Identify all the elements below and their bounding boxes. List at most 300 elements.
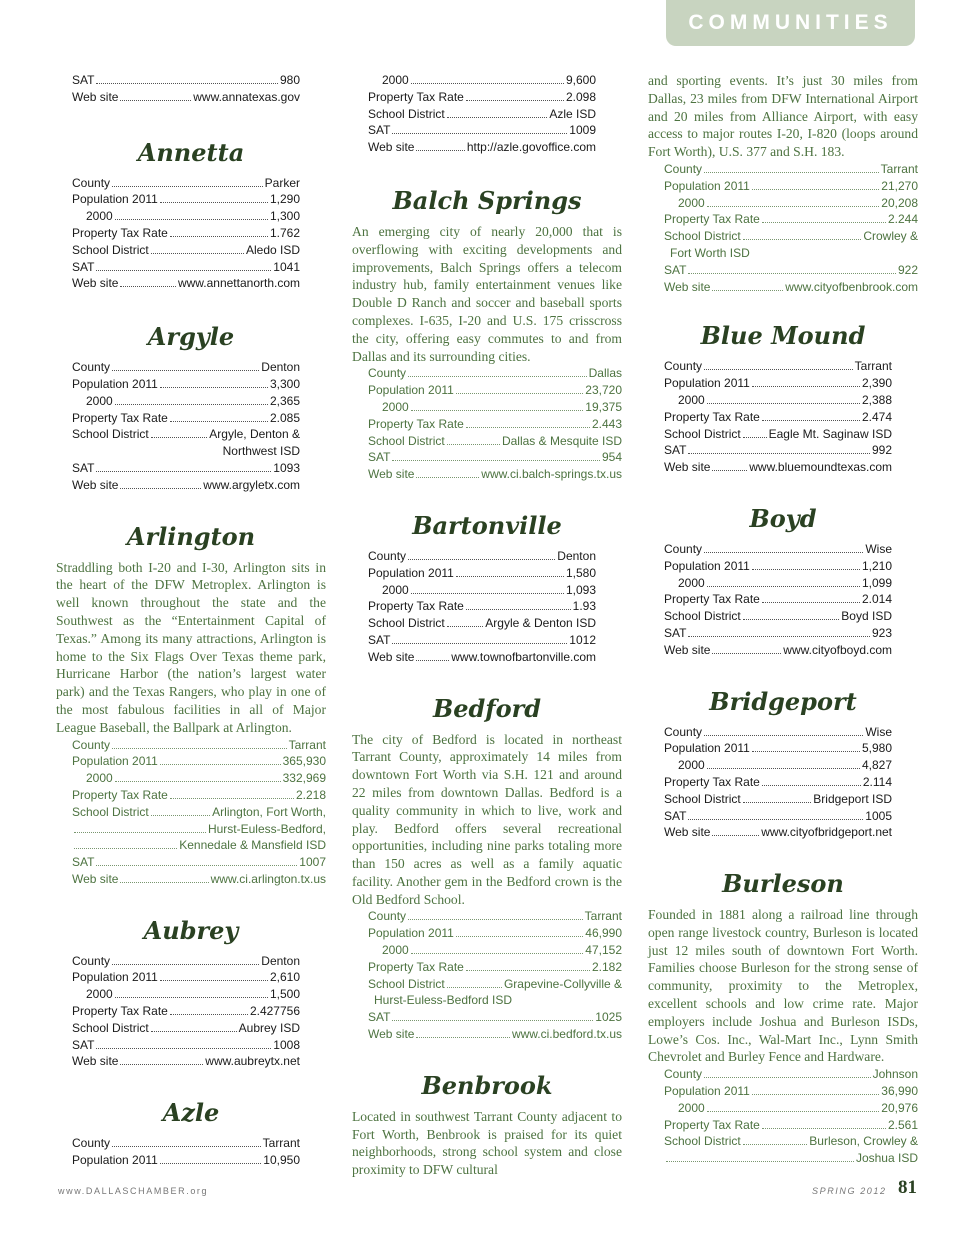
dot-leader <box>688 819 863 820</box>
stat-row <box>368 582 596 599</box>
stat-value: 2.218 <box>295 787 326 802</box>
dot-leader <box>712 835 759 836</box>
stats-list <box>72 72 300 106</box>
stat-row <box>664 591 892 608</box>
stat-label: 2000 <box>86 771 113 786</box>
stat-continuation: Hurst-Euless-Bedford ISD <box>374 993 513 1008</box>
stat-value: Wise <box>865 541 892 556</box>
stat-value: 1,290 <box>269 192 300 207</box>
dot-leader <box>170 421 268 422</box>
stat-row <box>368 942 622 959</box>
dot-leader <box>160 1163 261 1164</box>
stat-label: School District <box>368 976 445 991</box>
stat-value: 2,365 <box>269 393 300 408</box>
stat-value: www.townofbartonville.com <box>451 649 596 664</box>
stat-label: School District <box>72 242 149 257</box>
stat-row <box>72 1135 300 1152</box>
stat-row <box>72 259 300 276</box>
stat-row <box>72 477 300 494</box>
dot-leader <box>752 386 860 387</box>
stat-label: Web site <box>72 1054 119 1069</box>
stat-value: 2.443 <box>591 416 622 431</box>
stat-row <box>664 178 918 195</box>
stat-row <box>664 228 918 245</box>
stat-row <box>72 191 300 208</box>
stat-label: 2000 <box>382 399 409 414</box>
stat-row <box>664 161 918 178</box>
stat-row <box>72 175 300 192</box>
stat-value: Johnson <box>872 1067 918 1082</box>
dot-leader <box>392 133 567 134</box>
stat-value: Arlington, Fort Worth, <box>212 804 326 819</box>
dot-leader <box>160 387 268 388</box>
dot-leader <box>704 1077 871 1078</box>
city-heading: Argyle <box>147 322 235 352</box>
stat-row <box>368 565 596 582</box>
stat-label: SAT <box>72 259 95 274</box>
stat-row <box>72 208 300 225</box>
stat-row <box>664 724 892 741</box>
stat-value: Azle ISD <box>549 106 596 121</box>
stat-row <box>72 359 300 376</box>
stat-label: County <box>664 359 703 374</box>
stat-value: 954 <box>601 450 622 465</box>
stat-value: 2.182 <box>591 959 622 974</box>
stat-row <box>664 426 892 443</box>
city-entry <box>352 694 622 1043</box>
dot-leader <box>704 552 863 553</box>
stat-value: 1,300 <box>269 209 300 224</box>
stat-label: 2000 <box>86 987 113 1002</box>
stats-list <box>368 72 596 156</box>
stat-value: 2,388 <box>861 392 892 407</box>
stat-label: Population 2011 <box>664 741 750 756</box>
stat-label: SAT <box>368 632 391 647</box>
stat-label: Population 2011 <box>664 558 750 573</box>
stat-value: 1,093 <box>565 582 596 597</box>
stat-value: 1008 <box>273 1037 300 1052</box>
stat-value: Dallas <box>588 366 622 381</box>
stat-label: Property Tax Rate <box>664 592 760 607</box>
stat-row <box>72 753 326 770</box>
dot-leader <box>456 936 583 937</box>
stat-value: 2,610 <box>269 970 300 985</box>
stat-label: County <box>368 548 407 563</box>
stats-list <box>72 737 326 888</box>
stat-row <box>664 211 918 228</box>
stat-row <box>368 72 596 89</box>
dot-leader <box>688 273 896 274</box>
dot-leader <box>96 471 271 472</box>
stat-continuation: Northwest ISD <box>222 444 300 459</box>
footer-website: www.DALLASCHAMBER.org <box>58 1186 209 1196</box>
stats-list <box>72 359 300 493</box>
stat-row <box>368 449 622 466</box>
dot-leader <box>74 848 177 849</box>
stats-list <box>368 365 622 483</box>
stat-label: 2000 <box>86 209 113 224</box>
stat-label: County <box>664 1067 703 1082</box>
stat-value: Aledo ISD <box>245 242 300 257</box>
dot-leader <box>466 100 564 101</box>
dot-leader <box>707 1111 880 1112</box>
stat-label: 2000 <box>678 1100 705 1115</box>
stat-row <box>368 106 596 123</box>
city-heading: Blue Mound <box>700 321 866 351</box>
stat-label: School District <box>368 616 445 631</box>
stat-label: Property Tax Rate <box>72 410 168 425</box>
stats-list <box>72 953 300 1071</box>
dot-leader <box>416 1037 509 1038</box>
dot-leader <box>704 172 879 173</box>
stat-value: Kennedale & Mansfield ISD <box>179 838 326 853</box>
stat-value: 1,500 <box>269 987 300 1002</box>
stat-row <box>664 1083 918 1100</box>
dot-leader <box>743 619 840 620</box>
city-description: Straddling both I-20 and I-30, Arlington sits in the heart of the DFW Metroplex. Arlington is well known throughout the state and the Southwest as the “Entertainment Capital of Texas.” Among its many attractions, Arlington is home to the Six Flags Over Texas theme park, Hurricane Harbor (the nation’s largest water park) and the Texas Rangers, who play in one of the most fabulous facilities in all of Major League Baseball, the Ballpark at Arlington. <box>56 559 326 735</box>
dot-leader <box>112 370 259 371</box>
stat-label: Population 2011 <box>72 192 158 207</box>
stat-value: Tarrant <box>262 1136 300 1151</box>
stat-row <box>664 625 892 642</box>
stat-value: Tarrant <box>854 359 892 374</box>
stat-value: 365,930 <box>282 754 326 769</box>
dot-leader <box>762 602 860 603</box>
stat-value: Joshua ISD <box>855 1151 918 1166</box>
stat-row <box>72 393 300 410</box>
stat-value: www.ci.bedford.tx.us <box>511 1027 622 1042</box>
dot-leader <box>466 970 590 971</box>
stat-row <box>664 442 892 459</box>
city-description: Founded in 1881 along a railroad line through open range livestock country, Burleson is located just 12 miles south of downtown Fort Worth. Families choose Burleson for the strong sense of community, proximity to the Metroplex, excellent schools and low crime rate. Major employers include Joshua and Burleson ISDs, Lowe’s Cos. Inc., Wal-Mart Inc., Lynn Smith Chevrolet and Burley Fence and Hardware. <box>648 907 918 1065</box>
dot-leader <box>447 117 548 118</box>
stat-value: www.aubreytx.net <box>205 1054 300 1069</box>
dot-leader <box>408 559 555 560</box>
stat-value: Boyd ISD <box>841 609 892 624</box>
stat-value: Parker <box>264 175 300 190</box>
city-entry <box>56 72 326 106</box>
stat-value: www.ci.balch-springs.tx.us <box>481 467 622 482</box>
dot-leader <box>762 420 860 421</box>
column-3 <box>648 72 918 1167</box>
stat-value: 1005 <box>865 808 892 823</box>
stat-label: Web site <box>664 825 711 840</box>
stat-value: 20,208 <box>881 195 918 210</box>
stat-row <box>368 959 622 976</box>
stat-value: Crowley & <box>863 229 918 244</box>
stat-label: SAT <box>664 443 687 458</box>
stat-label: Web site <box>664 460 711 475</box>
stat-row <box>368 649 596 666</box>
stat-value: Bridgeport ISD <box>813 791 892 806</box>
city-description: Located in southwest Tarrant County adjacent to Fort Worth, Benbrook is praised for its quiet neighborhoods, strong school system and close proximity to DFW cultural <box>352 1108 622 1178</box>
stats-list <box>368 908 622 1042</box>
city-heading: Azle <box>162 1098 220 1128</box>
stat-row <box>664 358 892 375</box>
stat-label: School District <box>72 804 149 819</box>
dot-leader <box>666 1161 854 1162</box>
city-heading: Annetta <box>137 137 245 167</box>
stat-row <box>72 89 300 106</box>
dot-leader <box>112 964 259 965</box>
dot-leader <box>752 569 860 570</box>
stat-row <box>72 410 300 427</box>
stat-label: SAT <box>72 460 95 475</box>
stat-label: 2000 <box>382 73 409 87</box>
stat-row <box>368 416 622 433</box>
stat-label: School District <box>664 1134 741 1149</box>
city-heading: Boyd <box>749 503 817 533</box>
dot-leader <box>115 404 268 405</box>
stat-row <box>72 376 300 393</box>
stat-value: 2.474 <box>861 409 892 424</box>
column-2 <box>352 72 622 1179</box>
stat-label: Population 2011 <box>664 376 750 391</box>
stat-value: 1012 <box>569 632 596 647</box>
dot-leader <box>170 1014 248 1015</box>
stat-label: SAT <box>664 262 687 277</box>
stat-label: 2000 <box>678 575 705 590</box>
city-heading: Aubrey <box>143 915 239 945</box>
stats-list <box>368 548 596 666</box>
stat-row <box>368 632 596 649</box>
stat-value: Eagle Mt. Saginaw ISD <box>768 426 892 441</box>
stat-row <box>72 871 326 888</box>
stat-row <box>368 89 596 106</box>
stat-row <box>664 375 892 392</box>
stats-list <box>72 175 300 293</box>
stat-row <box>664 575 892 592</box>
dot-leader <box>160 980 268 981</box>
stat-label: School District <box>368 106 445 121</box>
stat-value: www.annatexas.gov <box>193 89 300 104</box>
stat-row <box>72 1152 300 1169</box>
stat-row <box>72 737 326 754</box>
dot-leader <box>743 437 767 438</box>
dot-leader <box>112 186 263 187</box>
dot-leader <box>707 206 880 207</box>
stat-value: Wise <box>865 724 892 739</box>
dot-leader <box>112 748 287 749</box>
stat-row <box>72 1003 300 1020</box>
stat-label: Population 2011 <box>72 754 158 769</box>
stat-label: Web site <box>368 467 415 482</box>
dot-leader <box>392 643 567 644</box>
stat-label: Web site <box>664 279 711 294</box>
stat-value: Denton <box>557 548 596 563</box>
stat-label: SAT <box>368 450 391 465</box>
stats-list <box>664 724 892 842</box>
dot-leader <box>688 636 870 637</box>
stat-row <box>72 460 300 477</box>
city-entry <box>56 1098 326 1169</box>
stat-value: 47,152 <box>585 943 622 958</box>
dot-leader <box>456 393 583 394</box>
dot-leader <box>752 751 860 752</box>
dot-leader <box>96 865 297 866</box>
dot-leader <box>120 488 201 489</box>
stat-row <box>368 466 622 483</box>
page-number: 81 <box>898 1177 917 1198</box>
stat-value: Tarrant <box>880 161 918 176</box>
stat-label: Web site <box>72 871 119 886</box>
dot-leader <box>411 593 564 594</box>
stat-label: Population 2011 <box>664 1084 750 1099</box>
stat-value: www.ci.arlington.tx.us <box>210 871 326 886</box>
stat-row <box>664 808 892 825</box>
stat-value: 1.93 <box>572 599 596 614</box>
stat-label: County <box>72 360 111 375</box>
city-heading: Balch Springs <box>392 185 582 215</box>
city-entry <box>648 321 918 476</box>
stats-list <box>664 1066 918 1167</box>
stat-value: 2.244 <box>887 212 918 227</box>
stat-value: 1093 <box>273 460 300 475</box>
stat-value: 4,827 <box>861 758 892 773</box>
dot-leader <box>704 369 853 370</box>
stat-label: Property Tax Rate <box>72 787 168 802</box>
dot-leader <box>447 444 500 445</box>
dot-leader <box>408 919 583 920</box>
stat-row <box>664 279 918 296</box>
stat-value: www.cityofboyd.com <box>783 642 892 657</box>
dot-leader <box>762 222 886 223</box>
stat-row <box>72 837 326 854</box>
dot-leader <box>115 781 281 782</box>
stat-row <box>72 821 326 838</box>
stats-list <box>664 358 892 476</box>
stat-value: Tarrant <box>584 909 622 924</box>
city-entry <box>56 916 326 1071</box>
stat-value: 2.098 <box>565 89 596 104</box>
stat-row <box>368 399 622 416</box>
stat-value: Denton <box>261 360 300 375</box>
stat-label: County <box>664 724 703 739</box>
stat-row <box>368 1026 622 1043</box>
dot-leader <box>762 1128 886 1129</box>
stat-value: 19,375 <box>585 399 622 414</box>
city-heading: Burleson <box>722 869 844 899</box>
stat-row <box>72 953 300 970</box>
city-entry <box>56 322 326 493</box>
stat-value: 2.114 <box>862 774 892 789</box>
stat-value: Argyle & Denton ISD <box>485 616 596 631</box>
stat-value: 3,300 <box>269 376 300 391</box>
stat-row <box>664 558 892 575</box>
stat-row <box>664 1066 918 1083</box>
stat-label: County <box>72 1136 111 1151</box>
stat-row <box>664 824 892 841</box>
stats-list <box>72 1135 300 1169</box>
stat-row <box>664 409 892 426</box>
city-entry <box>648 504 918 659</box>
stat-row <box>368 382 622 399</box>
stat-value: 2.085 <box>269 410 300 425</box>
stat-row <box>72 787 326 804</box>
stat-row <box>72 804 326 821</box>
dot-leader <box>704 735 863 736</box>
stat-label: School District <box>664 791 741 806</box>
city-heading: Bedford <box>432 693 542 723</box>
stat-label: Population 2011 <box>72 376 158 391</box>
dot-leader <box>170 236 268 237</box>
stat-row <box>72 1020 300 1037</box>
stat-value: 332,969 <box>282 771 326 786</box>
stat-value: 1007 <box>299 855 326 870</box>
dot-leader <box>707 768 860 769</box>
stat-label: Property Tax Rate <box>664 212 760 227</box>
stat-label: School District <box>664 609 741 624</box>
stat-label: County <box>72 737 111 752</box>
stat-label: Property Tax Rate <box>664 1117 760 1132</box>
dot-leader <box>416 150 464 151</box>
stat-value: 1041 <box>273 259 300 274</box>
stat-value: 1009 <box>569 123 596 138</box>
dot-leader <box>160 764 281 765</box>
stat-value: 2.427756 <box>249 1004 300 1019</box>
stat-value: Grapevine-Collyville & <box>503 976 622 991</box>
stat-row <box>72 242 300 259</box>
stat-value: Argyle, Denton & <box>209 427 300 442</box>
dot-leader <box>96 83 278 84</box>
dot-leader <box>762 785 861 786</box>
city-entry <box>56 138 326 293</box>
stat-value: 2.014 <box>861 592 892 607</box>
dot-leader <box>416 477 479 478</box>
stat-label: SAT <box>368 1010 391 1025</box>
dot-leader <box>392 460 600 461</box>
stat-label: School District <box>664 229 741 244</box>
dot-leader <box>96 1048 271 1049</box>
stat-row <box>664 642 892 659</box>
stat-row <box>368 365 622 382</box>
city-entry <box>352 511 622 666</box>
stat-label: Property Tax Rate <box>368 959 464 974</box>
dot-leader <box>447 987 502 988</box>
stat-value: 2.561 <box>887 1117 918 1132</box>
dot-leader <box>120 286 175 287</box>
city-heading: Bridgeport <box>709 686 857 716</box>
stat-label: 2000 <box>678 195 705 210</box>
stat-row <box>664 459 892 476</box>
stat-label: County <box>664 541 703 556</box>
stat-value: 2,390 <box>861 376 892 391</box>
stat-row <box>368 908 622 925</box>
stat-label: Population 2011 <box>72 1153 158 1168</box>
dot-leader <box>743 239 862 240</box>
dot-leader <box>712 290 783 291</box>
stat-label: SAT <box>664 625 687 640</box>
dot-leader <box>411 410 584 411</box>
stat-value: www.annettanorth.com <box>177 276 300 291</box>
stat-value: 1,099 <box>861 575 892 590</box>
stat-label: Web site <box>368 1027 415 1042</box>
stat-row <box>664 774 892 791</box>
dot-leader <box>392 1020 593 1021</box>
stat-value: www.bluemoundtexas.com <box>749 460 892 475</box>
city-entry <box>648 869 918 1167</box>
stat-label: County <box>368 366 407 381</box>
stat-continuation: Fort Worth ISD <box>670 245 750 260</box>
stat-label: County <box>72 175 111 190</box>
stat-row <box>368 122 596 139</box>
stat-row <box>664 608 892 625</box>
dot-leader <box>151 815 210 816</box>
stat-row <box>368 139 596 156</box>
stat-row <box>72 1053 300 1070</box>
stat-label: SAT <box>368 123 391 138</box>
dot-leader <box>447 626 484 627</box>
